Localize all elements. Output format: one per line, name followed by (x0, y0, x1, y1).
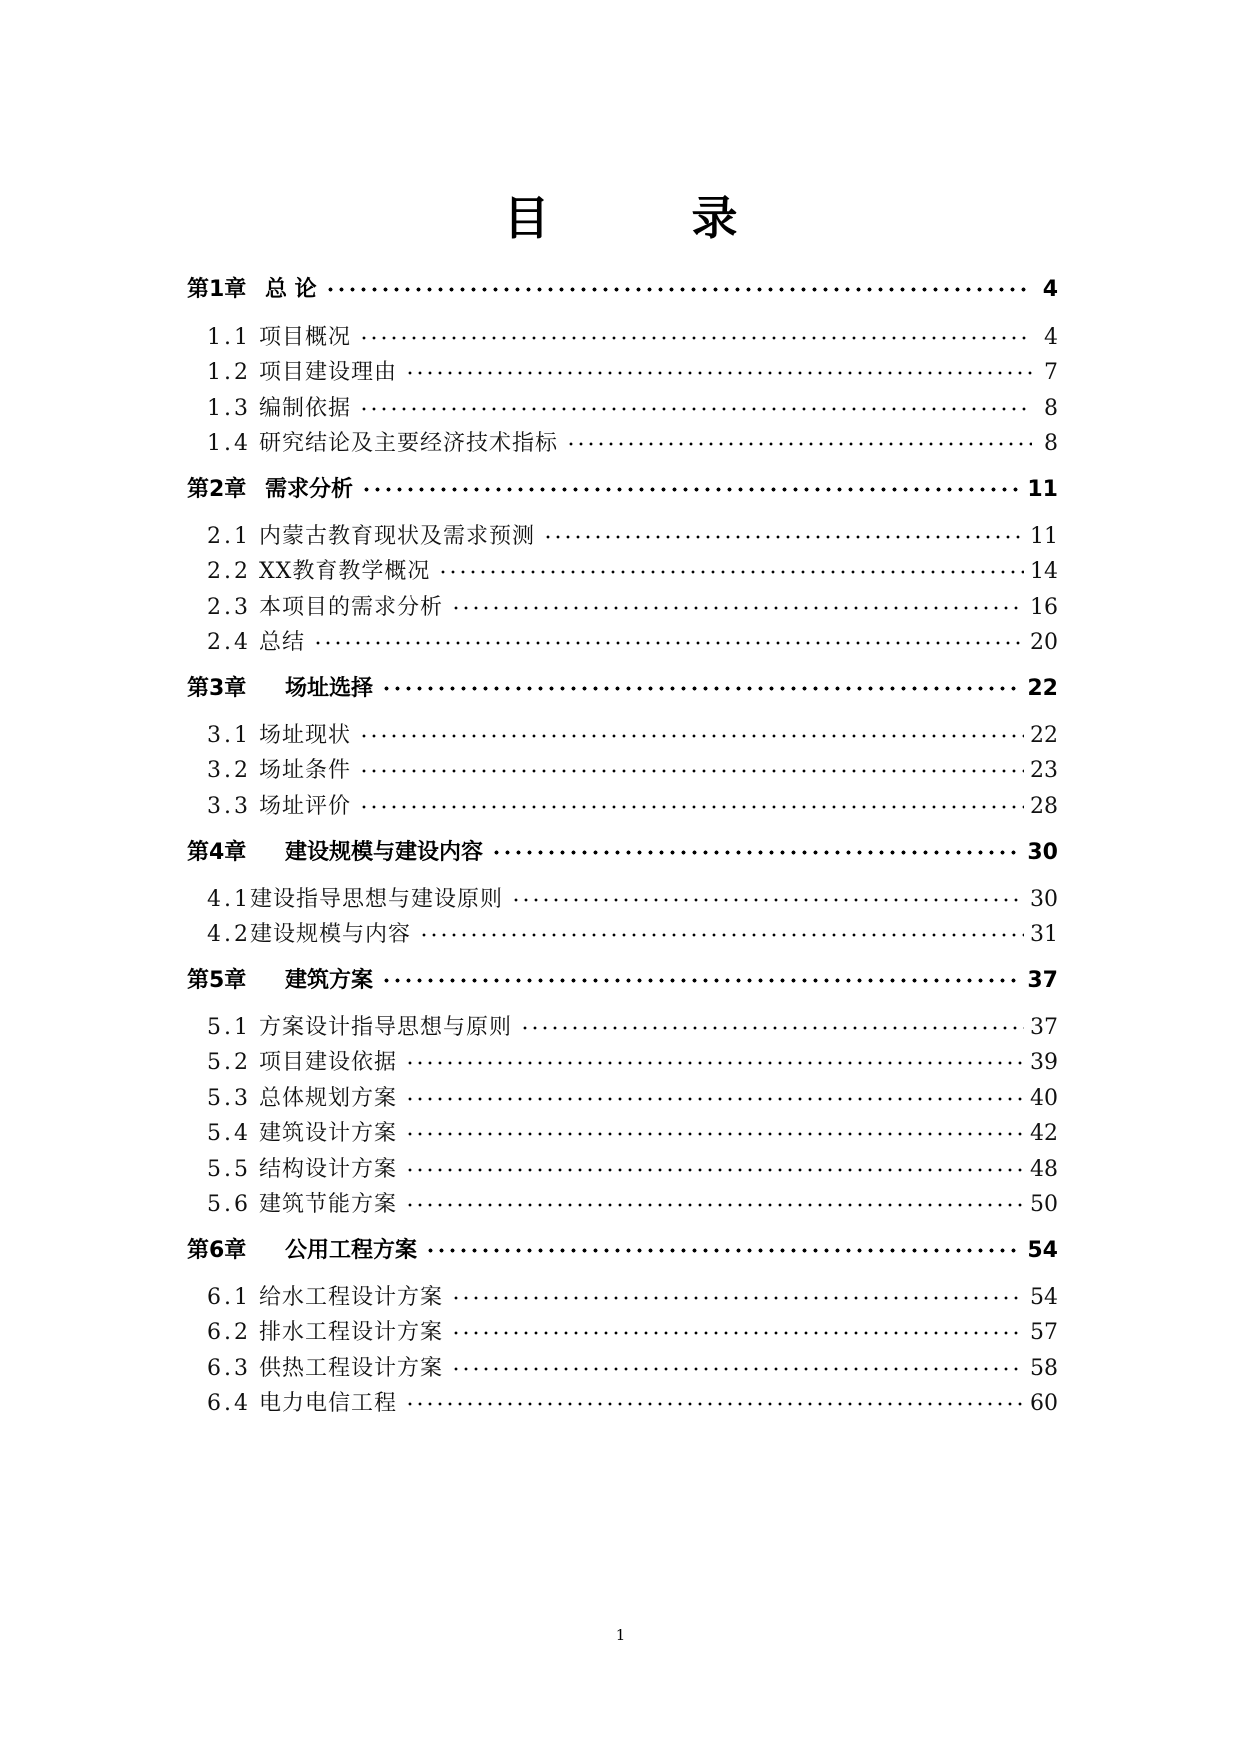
toc-chapter-2[interactable] (187, 472, 1058, 503)
chapter-number: 第2章 (187, 477, 247, 502)
section-title: 总体规划方案 (259, 1086, 398, 1111)
section-title: 建筑设计方案 (259, 1121, 398, 1146)
section-title: 给水工程设计方案 (259, 1285, 444, 1310)
section-number: 5.3 (207, 1086, 251, 1111)
toc-section-5-2[interactable] (207, 1045, 1058, 1076)
dot-leader (438, 556, 1024, 578)
dot-leader (451, 1282, 1024, 1304)
section-title: 研究结论及主要经济技术指标 (259, 431, 559, 456)
chapter-title: 建筑方案 (285, 968, 374, 993)
section-title: 场址现状 (259, 723, 352, 748)
dot-leader (359, 393, 1032, 415)
dot-leader (405, 1083, 1024, 1105)
section-title: 排水工程设计方案 (259, 1320, 444, 1345)
page-title: 目 录 (503, 191, 786, 245)
dot-leader (405, 1388, 1024, 1410)
dot-leader (566, 428, 1032, 450)
section-page: 4 (1044, 325, 1058, 350)
section-number: 5.5 (207, 1157, 251, 1182)
chapter-page: 11 (1027, 477, 1058, 502)
dot-leader (381, 965, 1021, 987)
section-page: 28 (1030, 794, 1058, 819)
toc-section-6-4[interactable] (207, 1386, 1058, 1417)
section-page: 8 (1044, 431, 1058, 456)
section-number: 5.1 (207, 1015, 251, 1040)
dot-leader (359, 755, 1024, 777)
toc-section-3-3[interactable] (207, 789, 1058, 820)
section-page: 57 (1030, 1320, 1058, 1345)
dot-leader (359, 322, 1032, 344)
toc-section-4-1[interactable] (207, 882, 1058, 913)
section-number: 5.2 (207, 1050, 251, 1075)
dot-leader (361, 474, 1021, 496)
chapter-title: 总 论 (265, 277, 317, 302)
section-page: 23 (1030, 758, 1058, 783)
section-page: 16 (1030, 595, 1058, 620)
section-title: 场址评价 (259, 794, 352, 819)
chapter-number: 第6章 (187, 1238, 247, 1263)
section-title: 编制依据 (259, 396, 352, 421)
section-page: 14 (1030, 559, 1058, 584)
section-number: 6.3 (207, 1356, 251, 1381)
section-page: 30 (1030, 887, 1058, 912)
section-page: 58 (1030, 1356, 1058, 1381)
section-title: 电力电信工程 (259, 1391, 398, 1416)
dot-leader (451, 1353, 1024, 1375)
section-number: 4.2 (207, 922, 251, 947)
section-number: 1.3 (207, 396, 251, 421)
section-number: 3.2 (207, 758, 251, 783)
section-title: 项目建设理由 (259, 360, 398, 385)
toc-section-5-4[interactable] (207, 1116, 1058, 1147)
chapter-title: 场址选择 (285, 676, 374, 701)
section-title: 内蒙古教育现状及需求预测 (259, 524, 536, 549)
dot-leader (405, 1047, 1024, 1069)
chapter-page: 30 (1027, 840, 1058, 865)
toc-section-5-3[interactable] (207, 1081, 1058, 1112)
section-number: 2.4 (207, 630, 251, 655)
section-number: 1.1 (207, 325, 251, 350)
toc-section-6-1[interactable] (207, 1280, 1058, 1311)
chapter-number: 第4章 (187, 840, 247, 865)
section-page: 42 (1030, 1121, 1058, 1146)
section-page: 8 (1044, 396, 1058, 421)
dot-leader (325, 274, 1032, 296)
toc-section-2-3[interactable] (207, 590, 1058, 621)
chapter-number: 第3章 (187, 676, 247, 701)
toc-section-2-1[interactable] (207, 519, 1058, 550)
section-page: 11 (1030, 524, 1058, 549)
section-title: 方案设计指导思想与原则 (259, 1015, 513, 1040)
toc-chapter-4[interactable] (187, 835, 1058, 866)
toc-section-6-2[interactable] (207, 1315, 1058, 1346)
toc-chapter-6[interactable] (187, 1233, 1058, 1264)
section-page: 39 (1030, 1050, 1058, 1075)
section-page: 37 (1030, 1015, 1058, 1040)
toc-section-1-1[interactable] (207, 320, 1058, 351)
section-title: 总结 (259, 630, 306, 655)
toc-section-1-3[interactable] (207, 391, 1058, 422)
dot-leader (520, 1012, 1024, 1034)
dot-leader (419, 919, 1024, 941)
section-number: 4.1 (207, 887, 251, 912)
toc-section-1-4[interactable] (207, 426, 1058, 457)
section-title: 结构设计方案 (259, 1157, 398, 1182)
dot-leader (381, 673, 1021, 695)
chapter-page: 4 (1042, 277, 1058, 302)
section-number: 1.2 (207, 360, 251, 385)
toc-chapter-3[interactable] (187, 671, 1058, 702)
chapter-title: 公用工程方案 (285, 1238, 418, 1263)
section-title: 建设规模与内容 (250, 922, 412, 947)
section-page: 7 (1044, 360, 1058, 385)
chapter-page: 37 (1027, 968, 1058, 993)
chapter-title: 建设规模与建设内容 (285, 840, 484, 865)
chapter-page: 54 (1027, 1238, 1058, 1263)
toc-section-5-5[interactable] (207, 1152, 1058, 1183)
dot-leader (543, 521, 1024, 543)
toc-section-2-2[interactable] (207, 554, 1058, 585)
section-title: 建筑节能方案 (259, 1192, 398, 1217)
toc-section-4-2[interactable] (207, 917, 1058, 948)
toc-section-6-3[interactable] (207, 1351, 1058, 1382)
section-number: 6.4 (207, 1391, 251, 1416)
toc-section-3-1[interactable] (207, 718, 1058, 749)
dot-leader (359, 791, 1024, 813)
section-page: 20 (1030, 630, 1058, 655)
section-title: 建设指导思想与建设原则 (250, 887, 504, 912)
section-number: 5.4 (207, 1121, 251, 1146)
chapter-number: 第5章 (187, 968, 247, 993)
section-title: XX教育教学概况 (259, 559, 431, 584)
dot-leader (451, 592, 1024, 614)
toc-section-2-4[interactable] (207, 625, 1058, 656)
toc-section-1-2[interactable] (207, 355, 1058, 386)
section-page: 22 (1030, 723, 1058, 748)
dot-leader (405, 1189, 1024, 1211)
section-number: 3.3 (207, 794, 251, 819)
toc-chapter-1[interactable] (187, 272, 1058, 303)
dot-leader (313, 627, 1024, 649)
section-title: 场址条件 (259, 758, 352, 783)
dot-leader (405, 1154, 1024, 1176)
section-number: 2.3 (207, 595, 251, 620)
dot-leader (405, 1118, 1024, 1140)
section-number: 1.4 (207, 431, 251, 456)
section-page: 48 (1030, 1157, 1058, 1182)
section-number: 6.2 (207, 1320, 251, 1345)
section-page: 40 (1030, 1086, 1058, 1111)
section-page: 31 (1030, 922, 1058, 947)
dot-leader (491, 837, 1021, 859)
dot-leader (451, 1317, 1024, 1339)
dot-leader (405, 357, 1032, 379)
toc-chapter-5[interactable] (187, 963, 1058, 994)
dot-leader (511, 884, 1024, 906)
section-title: 项目概况 (259, 325, 352, 350)
section-number: 6.1 (207, 1285, 251, 1310)
chapter-title: 需求分析 (265, 477, 354, 502)
section-number: 2.1 (207, 524, 251, 549)
dot-leader (425, 1235, 1021, 1257)
chapter-page: 22 (1027, 676, 1058, 701)
toc-section-3-2[interactable] (207, 753, 1058, 784)
section-title: 供热工程设计方案 (259, 1356, 444, 1381)
toc-section-5-1[interactable] (207, 1010, 1058, 1041)
section-title: 本项目的需求分析 (259, 595, 444, 620)
section-number: 3.1 (207, 723, 251, 748)
page-number: 1 (615, 1626, 626, 1644)
section-number: 2.2 (207, 559, 251, 584)
section-number: 5.6 (207, 1192, 251, 1217)
section-page: 50 (1030, 1192, 1058, 1217)
section-page: 54 (1030, 1285, 1058, 1310)
chapter-number: 第1章 (187, 277, 247, 302)
toc-section-5-6[interactable] (207, 1187, 1058, 1218)
dot-leader (359, 720, 1024, 742)
section-page: 60 (1030, 1391, 1058, 1416)
section-title: 项目建设依据 (259, 1050, 398, 1075)
